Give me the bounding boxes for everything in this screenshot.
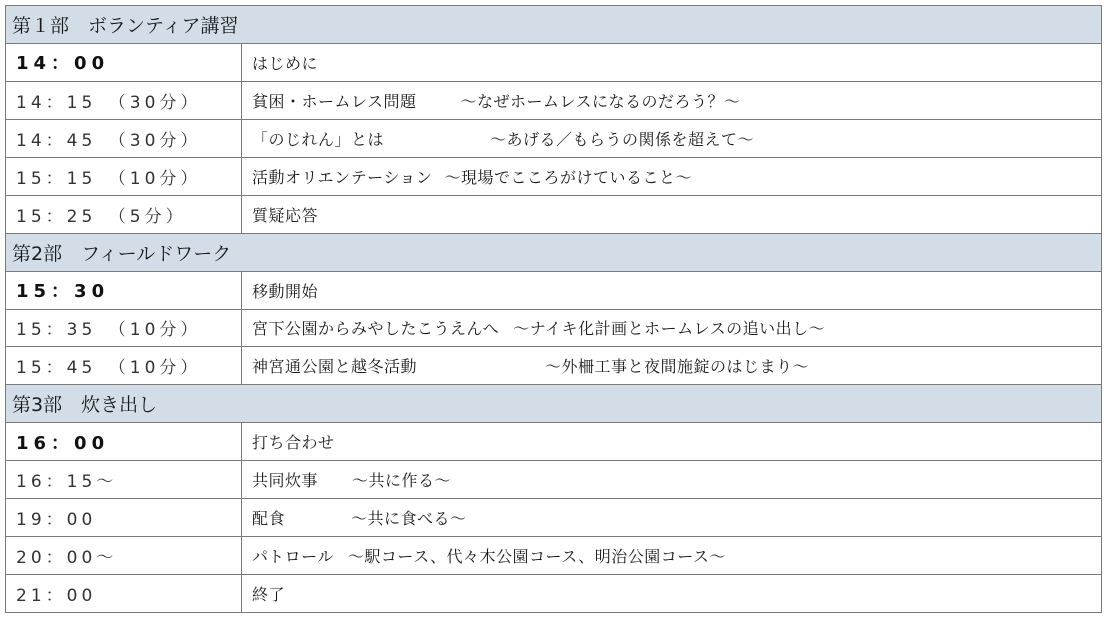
table-row <box>6 575 1102 613</box>
schedule-table <box>5 5 1102 613</box>
content-cell <box>242 461 1102 499</box>
item-title: 終了 <box>252 585 286 605</box>
item-note: ～共に食べる～ <box>351 509 467 529</box>
time-cell: 14：45 （30分） <box>6 119 242 157</box>
item-title: 移動開始 <box>252 281 319 301</box>
content-cell <box>242 499 1102 537</box>
item-note: ～外柵工事と夜間施錠のはじまり～ <box>545 357 810 377</box>
item-note: ～現場でこころがけていること～ <box>444 167 693 187</box>
item-note: ～あげる／もらうの関係を超えて～ <box>490 129 755 149</box>
content-cell <box>242 537 1102 575</box>
item-title: パトロール <box>252 547 334 567</box>
content-cell <box>242 423 1102 461</box>
item-note: ～共に作る～ <box>352 471 452 491</box>
content-cell <box>242 119 1102 157</box>
table-row <box>6 119 1102 157</box>
section-title: 第１部 ボランティア講習 <box>6 6 1102 44</box>
time-cell: 15：15 （10分） <box>6 157 242 195</box>
table-row <box>6 537 1102 575</box>
time-cell: 15：35 （10分） <box>6 309 242 347</box>
table-row <box>6 423 1102 461</box>
time-cell: 20：00～ <box>6 537 242 575</box>
table-row <box>6 347 1102 385</box>
table-row <box>6 309 1102 347</box>
time-cell: 21：00 <box>6 575 242 613</box>
item-title: 貧困・ホームレス問題 <box>252 91 417 111</box>
section-header-part3 <box>6 385 1102 423</box>
time-cell: 19：00 <box>6 499 242 537</box>
item-title: 配食 <box>252 509 286 529</box>
content-cell <box>242 347 1102 385</box>
item-title: はじめに <box>252 53 319 73</box>
item-title: 神宮通公園と越冬活動 <box>252 357 418 377</box>
item-title: 「のじれん」とは <box>252 129 385 149</box>
item-title: 質疑応答 <box>252 205 319 225</box>
content-cell <box>242 43 1102 81</box>
content-cell <box>242 81 1102 119</box>
table-row <box>6 499 1102 537</box>
section-title: 第2部 フィールドワーク <box>6 233 1102 271</box>
time-cell: 15：30 <box>6 271 242 309</box>
time-cell: 15：45 （10分） <box>6 347 242 385</box>
table-row <box>6 461 1102 499</box>
table-row <box>6 271 1102 309</box>
content-cell <box>242 157 1102 195</box>
table-row <box>6 43 1102 81</box>
content-cell <box>242 195 1102 233</box>
table-row <box>6 81 1102 119</box>
time-cell: 14：00 <box>6 43 242 81</box>
item-title: 打ち合わせ <box>252 433 335 453</box>
content-cell <box>242 271 1102 309</box>
item-note: ～ナイキ化計画とホームレスの追い出し～ <box>513 319 826 339</box>
time-cell: 14：15 （30分） <box>6 81 242 119</box>
section-title: 第3部 炊き出し <box>6 385 1102 423</box>
content-cell <box>242 575 1102 613</box>
item-title: 共同炊事 <box>252 471 319 491</box>
content-cell <box>242 309 1102 347</box>
section-header-part1 <box>6 6 1102 44</box>
section-header-part2 <box>6 233 1102 271</box>
item-title: 活動オリエンテーション <box>252 167 433 187</box>
item-title: 宮下公園からみやしたこうえんへ <box>252 319 500 339</box>
item-note: ～駅コース、代々木公園コース、明治公園コース～ <box>347 547 726 567</box>
item-note: ～なぜホームレスになるのだろう？～ <box>460 91 741 111</box>
time-cell: 16：15～ <box>6 461 242 499</box>
table-row <box>6 157 1102 195</box>
time-cell: 16：00 <box>6 423 242 461</box>
time-cell: 15：25 （5分） <box>6 195 242 233</box>
table-row <box>6 195 1102 233</box>
